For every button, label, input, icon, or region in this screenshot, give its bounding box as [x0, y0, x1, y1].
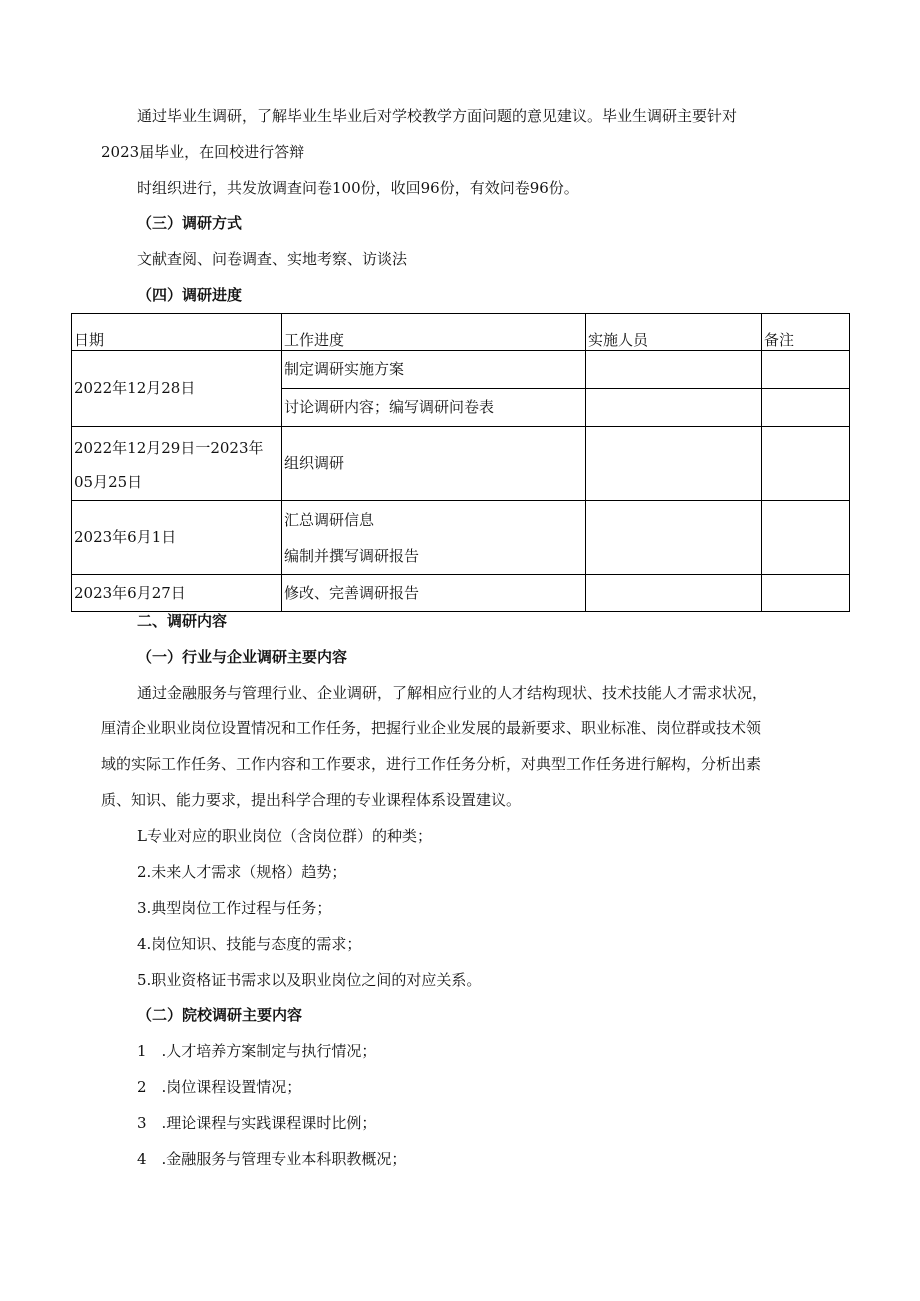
row-3-date: 2023年6月1日: [72, 501, 282, 575]
row-1-task-2: 讨论调研内容；编写调研问卷表: [282, 388, 585, 426]
table-row: [72, 575, 850, 612]
row-4-task: 修改、完善调研报告: [282, 575, 586, 612]
intro-line-1: 通过毕业生调研，了解毕业生毕业后对学校教学方面问题的意见建议。毕业生调研主要针对: [137, 107, 738, 125]
list-item: 4 .金融服务与管理专业本科职教概况；: [137, 1150, 407, 1168]
row-3-staff: [586, 501, 762, 575]
sub-2-heading: （二）院校调研主要内容: [137, 1006, 303, 1024]
table-row: [72, 351, 850, 427]
row-2-task: 组织调研: [282, 427, 586, 501]
row-4-date: 2023年6月27日: [72, 575, 282, 612]
header-staff: 实施人员: [586, 314, 762, 351]
row-4-staff: [586, 575, 762, 612]
header-progress: 工作进度: [282, 314, 586, 351]
row-4-notes: [762, 575, 850, 612]
row-1-notes: [762, 351, 850, 427]
table-row: [72, 427, 850, 501]
sub-1-para-line-2: 厘清企业职业岗位设置情况和工作任务，把握行业企业发展的最新要求、职业标准、岗位群或技术领: [101, 719, 762, 737]
row-2-notes: [762, 427, 850, 501]
schedule-table: [71, 313, 850, 612]
header-date: 日期: [72, 314, 282, 351]
row-2-date: [72, 427, 282, 501]
list-item: 3 .理论课程与实践课程课时比例；: [137, 1114, 377, 1132]
section-3-text: 文献查阅、问卷调查、实地考察、访谈法: [137, 250, 408, 268]
part-2-heading: 二、调研内容: [137, 612, 228, 630]
list-item: 3.典型岗位工作过程与任务；: [137, 899, 332, 917]
list-item: 4.岗位知识、技能与态度的需求；: [137, 935, 362, 953]
row-2-date-line-2: 05月25日: [74, 472, 143, 491]
section-3-heading: （三）调研方式: [137, 214, 243, 232]
row-1-task-1: 制定调研实施方案: [284, 360, 405, 378]
list-item: 2 .岗位课程设置情况；: [137, 1078, 302, 1096]
row-2-date-line-1: 2022年12月29日一2023年: [74, 438, 264, 457]
row-3-tasks: [282, 501, 586, 575]
list-item: 1 .人才培养方案制定与执行情况；: [137, 1042, 377, 1060]
row-1-tasks: [282, 351, 586, 427]
sub-1-para-line-1: 通过金融服务与管理行业、企业调研，了解相应行业的人才结构现状、技术技能人才需求状况，: [137, 684, 768, 702]
section-4-heading: （四）调研进度: [137, 286, 243, 304]
sub-1-heading: （一）行业与企业调研主要内容: [137, 648, 348, 666]
table-row: [72, 501, 850, 575]
row-1-staff: [586, 351, 762, 427]
sub-1-para-line-4: 质、知识、能力要求，提出科学合理的专业课程体系设置建议。: [101, 791, 522, 809]
row-2-staff: [586, 427, 762, 501]
row-3-task-2: 编制并撰写调研报告: [284, 546, 420, 565]
row-3-task-1: 汇总调研信息: [284, 510, 375, 529]
header-notes: 备注: [762, 314, 850, 351]
table-header-row: [72, 314, 850, 351]
row-3-notes: [762, 501, 850, 575]
list-item: 5.职业资格证书需求以及职业岗位之间的对应关系。: [137, 971, 482, 989]
intro-line-2: 2023届毕业，在回校进行答辩: [101, 143, 305, 161]
intro-line-3: 时组织进行，共发放调查问卷100份，收回96份，有效问卷96份。: [137, 179, 579, 197]
list-item: 2.未来人才需求（规格）趋势；: [137, 863, 347, 881]
row-1-date: 2022年12月28日: [72, 351, 282, 427]
list-item: L专业对应的职业岗位（含岗位群）的种类；: [137, 827, 432, 845]
sub-1-para-line-3: 域的实际工作任务、工作内容和工作要求，进行工作任务分析，对典型工作任务进行解构，分析出素: [101, 755, 762, 773]
